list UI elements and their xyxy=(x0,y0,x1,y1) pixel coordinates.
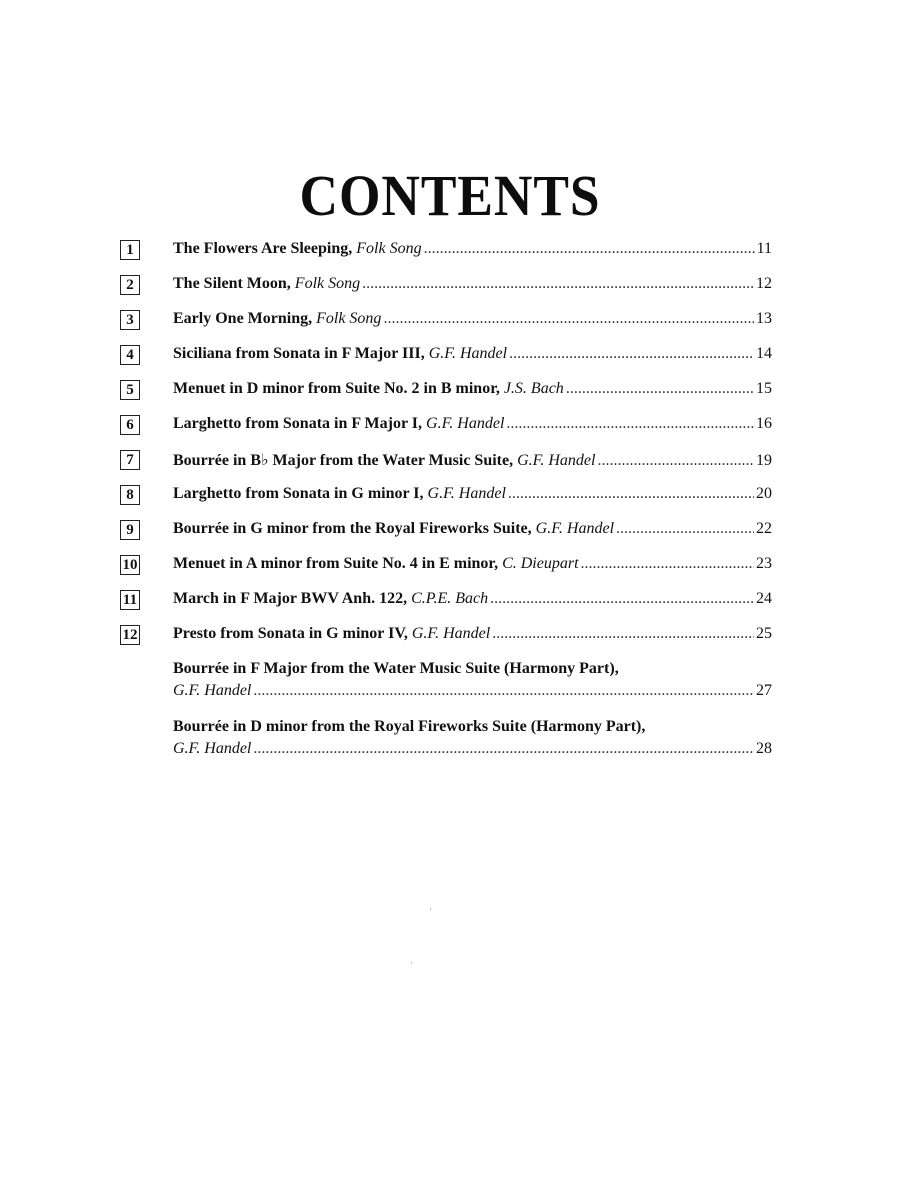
toc-entry[interactable] xyxy=(120,481,772,516)
page-number: 27 xyxy=(756,682,772,699)
track-number-box: 11 xyxy=(120,590,140,610)
piece-title: Early One Morning, xyxy=(173,310,313,327)
piece-title: Bourrée in F Major from the Water Music Suite (Harmony Part), xyxy=(173,660,619,677)
track-number-box: 9 xyxy=(120,520,140,540)
dot-leader xyxy=(253,682,754,700)
page-number: 28 xyxy=(756,740,772,757)
dot-leader xyxy=(581,555,754,573)
piece-title: Larghetto from Sonata in F Major I, xyxy=(173,415,423,432)
composer-name: G.F. Handel xyxy=(173,740,252,757)
toc-entry-line xyxy=(173,718,772,736)
composer-name: C. Dieupart xyxy=(502,555,579,572)
dot-leader xyxy=(566,380,754,398)
piece-title: March in F Major BWV Anh. 122, xyxy=(173,590,408,607)
composer-name: G.F. Handel xyxy=(535,520,615,537)
track-number-box: 7 xyxy=(120,450,140,470)
dot-leader xyxy=(490,590,754,608)
piece-title: Presto from Sonata in G minor IV, xyxy=(173,625,408,642)
toc-entry-line xyxy=(173,450,772,470)
toc-entry[interactable] xyxy=(120,516,772,551)
toc-entry-line xyxy=(173,520,772,538)
scan-speck xyxy=(430,908,431,910)
toc-entry-line xyxy=(173,555,772,573)
toc-entry[interactable] xyxy=(120,376,772,411)
toc-entry-line xyxy=(173,380,772,398)
page-number: 24 xyxy=(756,590,772,607)
dot-leader xyxy=(492,625,754,643)
toc-entry-line xyxy=(173,660,772,678)
track-number-box: 12 xyxy=(120,625,140,645)
toc-entry-line xyxy=(173,240,772,258)
dot-leader xyxy=(616,520,754,538)
track-number-box: 1 xyxy=(120,240,140,260)
page-number: 14 xyxy=(756,345,772,362)
track-number-box: 8 xyxy=(120,485,140,505)
page-number: 22 xyxy=(756,520,772,537)
toc-entry[interactable] xyxy=(120,551,772,586)
composer-name: G.F. Handel xyxy=(427,485,506,502)
piece-title: Menuet in D minor from Suite No. 2 in B minor, xyxy=(173,380,500,397)
piece-title: Larghetto from Sonata in G minor I, xyxy=(173,485,424,502)
piece-title: Bourrée in D minor from the Royal Fireworks Suite (Harmony Part), xyxy=(173,718,646,735)
piece-title: Bourrée in G minor from the Royal Fireworks Suite, xyxy=(173,520,532,537)
toc-list xyxy=(120,236,772,772)
track-number-box: 6 xyxy=(120,415,140,435)
piece-title: The Flowers Are Sleeping, xyxy=(173,240,353,257)
toc-entry[interactable] xyxy=(120,306,772,341)
page-number: 13 xyxy=(756,310,772,327)
composer-name: G.F. Handel xyxy=(426,415,505,432)
composer-name: Folk Song xyxy=(356,240,422,257)
toc-entry[interactable] xyxy=(120,446,772,481)
track-number-box: 2 xyxy=(120,275,140,295)
toc-entry[interactable] xyxy=(120,341,772,376)
page-number: 25 xyxy=(756,625,772,642)
toc-entry-line xyxy=(173,415,772,433)
page-number: 11 xyxy=(756,240,772,257)
dot-leader xyxy=(383,310,754,328)
page-number: 19 xyxy=(756,452,772,469)
toc-entry-harmony[interactable] xyxy=(120,714,772,772)
toc-entry[interactable] xyxy=(120,621,772,656)
toc-entry-line xyxy=(173,740,772,758)
page-number: 15 xyxy=(756,380,772,397)
composer-name: G.F. Handel xyxy=(411,625,491,642)
toc-entry-harmony[interactable] xyxy=(120,656,772,714)
dot-leader xyxy=(508,485,754,503)
toc-entry[interactable] xyxy=(120,586,772,621)
toc-entry-line xyxy=(173,310,772,328)
toc-entry-line xyxy=(173,590,772,608)
page-number: 20 xyxy=(756,485,772,502)
scan-speck xyxy=(411,962,412,964)
toc-entry[interactable] xyxy=(120,271,772,306)
dot-leader xyxy=(597,452,754,470)
composer-name: Folk Song xyxy=(294,275,361,292)
piece-title: Siciliana from Sonata in F Major III, xyxy=(173,345,425,362)
composer-name: G.F. Handel xyxy=(173,682,252,699)
track-number-box: 10 xyxy=(120,555,140,575)
track-number-box: 3 xyxy=(120,310,140,330)
page-number: 12 xyxy=(756,275,772,292)
piece-title: Menuet in A minor from Suite No. 4 in E minor, xyxy=(173,555,499,572)
composer-name: G.F. Handel xyxy=(428,345,508,362)
composer-name: Folk Song xyxy=(316,310,382,327)
composer-name: G.F. Handel xyxy=(517,452,596,469)
toc-entry-line xyxy=(173,485,772,503)
piece-title: Bourrée in B♭ Major from the Water Music Suite, xyxy=(173,452,514,469)
composer-name: C.P.E. Bach xyxy=(411,590,489,607)
dot-leader xyxy=(509,345,754,363)
toc-entry-line xyxy=(173,625,772,643)
toc-entry-line xyxy=(173,682,772,700)
page-title: CONTENTS xyxy=(299,163,601,228)
toc-entry[interactable] xyxy=(120,411,772,446)
dot-leader xyxy=(362,275,754,293)
dot-leader xyxy=(506,415,754,433)
track-number-box: 5 xyxy=(120,380,140,400)
toc-entry[interactable] xyxy=(120,236,772,271)
page-number: 23 xyxy=(756,555,772,572)
dot-leader xyxy=(253,740,754,758)
dot-leader xyxy=(424,240,755,258)
composer-name: J.S. Bach xyxy=(503,380,564,397)
piece-title: The Silent Moon, xyxy=(173,275,291,292)
toc-entry-line xyxy=(173,345,772,363)
toc-entry-line xyxy=(173,275,772,293)
page-number: 16 xyxy=(756,415,772,432)
track-number-box: 4 xyxy=(120,345,140,365)
